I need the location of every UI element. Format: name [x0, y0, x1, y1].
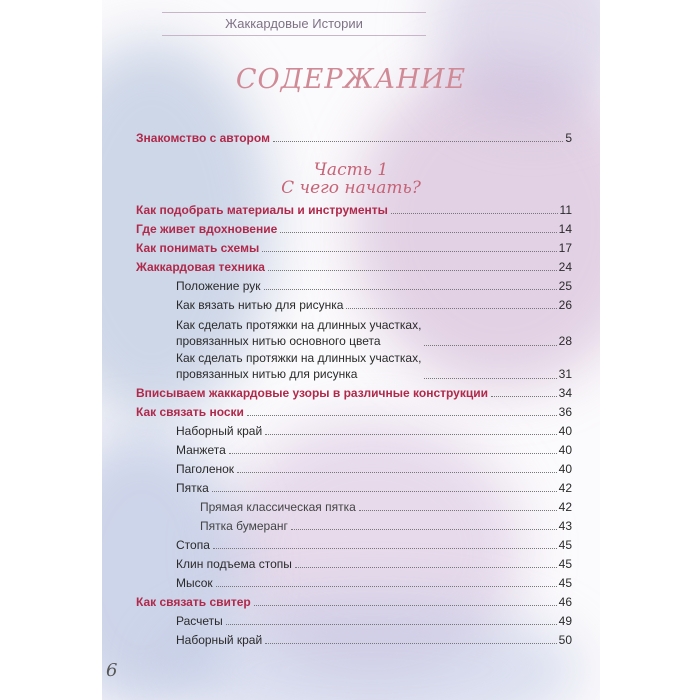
page-number: 6 — [106, 660, 118, 681]
toc-label: Прямая классическая пятка — [200, 500, 356, 514]
dot-leader — [359, 510, 557, 511]
toc-page: 46 — [558, 595, 572, 609]
page-title: СОДЕРЖАНИЕ — [235, 64, 467, 95]
part-title: С чего начать? — [281, 178, 421, 198]
toc-entry[interactable] — [200, 519, 572, 533]
toc-label: Как сделать протяжки на длинных участках, — [176, 351, 422, 365]
toc-label: Как понимать схемы — [136, 241, 260, 255]
toc-page: 24 — [558, 260, 572, 274]
toc-page: 5 — [565, 131, 572, 145]
toc-entry[interactable] — [176, 481, 572, 495]
dot-leader — [280, 232, 556, 233]
toc-entry[interactable] — [176, 298, 572, 312]
toc-entry[interactable] — [176, 462, 572, 476]
toc-label: Мысок — [176, 576, 213, 590]
dot-leader — [346, 308, 556, 309]
toc-entry[interactable] — [136, 203, 572, 217]
toc-label: Где живет вдохновение — [136, 222, 278, 236]
toc-page: 28 — [558, 334, 572, 348]
toc-entry[interactable] — [136, 241, 572, 255]
toc-label: Как вязать нитью для рисунка — [176, 298, 344, 312]
dot-leader — [262, 251, 556, 252]
dot-leader — [268, 270, 557, 271]
part-number: Часть 1 — [313, 160, 389, 180]
toc-entry[interactable] — [176, 576, 572, 590]
dot-leader — [424, 378, 556, 379]
toc-entry[interactable] — [176, 279, 572, 293]
toc-page: 31 — [558, 367, 572, 381]
toc-entry[interactable] — [176, 557, 572, 571]
dot-leader — [226, 624, 557, 625]
toc-entry[interactable] — [200, 500, 572, 514]
toc-page: 14 — [558, 222, 572, 236]
toc-page: 40 — [558, 443, 572, 457]
toc-page: 40 — [558, 462, 572, 476]
dot-leader — [295, 567, 557, 568]
toc-label: Пятка бумеранг — [200, 519, 288, 533]
toc-label: Манжета — [176, 443, 226, 457]
dot-leader — [391, 213, 558, 214]
toc-page: 11 — [559, 203, 572, 217]
toc-entry[interactable] — [176, 424, 572, 438]
toc-entry[interactable] — [176, 614, 572, 628]
toc-label: Паголенок — [176, 462, 235, 476]
dot-leader — [265, 643, 556, 644]
dot-leader — [247, 415, 557, 416]
toc-entry[interactable] — [176, 633, 572, 647]
toc-label: Как подобрать материалы и инструменты — [136, 203, 388, 217]
dot-leader — [273, 141, 563, 142]
dot-leader — [237, 472, 557, 473]
toc-entry[interactable] — [136, 405, 572, 419]
toc-label: Наборный край — [176, 633, 263, 647]
toc-label: Как сделать протяжки на длинных участках, — [176, 318, 422, 332]
dot-leader — [291, 529, 557, 530]
dot-leader — [265, 434, 556, 435]
toc-page: 36 — [558, 405, 572, 419]
toc-page: 43 — [558, 519, 572, 533]
toc-label: Расчеты — [176, 614, 223, 628]
toc-page: 42 — [558, 500, 572, 514]
toc-label: Клин подъема стопы — [176, 557, 292, 571]
toc-entry[interactable] — [136, 222, 572, 236]
toc-page: 49 — [558, 614, 572, 628]
dot-leader — [254, 605, 557, 606]
toc-page: 26 — [558, 298, 572, 312]
toc-label: провязанных нитью основного цвета — [176, 334, 381, 348]
toc-label: Вписываем жаккардовые узоры в различные конструкции — [136, 386, 488, 400]
toc-entry[interactable] — [176, 350, 572, 382]
toc-label: провязанных нитью для рисунка — [176, 367, 358, 381]
toc-page: 45 — [558, 576, 572, 590]
toc-page: 42 — [558, 481, 572, 495]
dot-leader — [264, 289, 557, 290]
toc-label: Жаккардовая техника — [136, 260, 265, 274]
dot-leader — [216, 586, 557, 587]
toc-label: Как связать свитер — [136, 595, 251, 609]
toc-entry-intro[interactable] — [136, 131, 572, 145]
toc-entry[interactable] — [176, 443, 572, 457]
toc-page: 17 — [558, 241, 572, 255]
toc-entry[interactable] — [176, 538, 572, 552]
toc-label: Наборный край — [176, 424, 263, 438]
toc-label: Положение рук — [176, 279, 261, 293]
dot-leader — [213, 548, 557, 549]
toc-page: 50 — [558, 633, 572, 647]
toc-page: 25 — [558, 279, 572, 293]
toc-entry[interactable] — [136, 260, 572, 274]
toc-entry[interactable] — [136, 595, 572, 609]
running-header: Жаккардовые Истории — [162, 12, 426, 36]
toc-label: Стопа — [176, 538, 210, 552]
toc-entry[interactable] — [176, 317, 572, 349]
toc-page: 40 — [558, 424, 572, 438]
toc-label: Пятка — [176, 481, 209, 495]
toc-label: Знакомство с автором — [136, 131, 270, 145]
dot-leader — [491, 396, 557, 397]
dot-leader — [424, 345, 556, 346]
dot-leader — [229, 453, 557, 454]
dot-leader — [212, 491, 557, 492]
toc-page: 45 — [558, 557, 572, 571]
toc-page: 34 — [558, 386, 572, 400]
toc-entry[interactable] — [136, 386, 572, 400]
toc-label: Как связать носки — [136, 405, 244, 419]
toc-page: 45 — [558, 538, 572, 552]
